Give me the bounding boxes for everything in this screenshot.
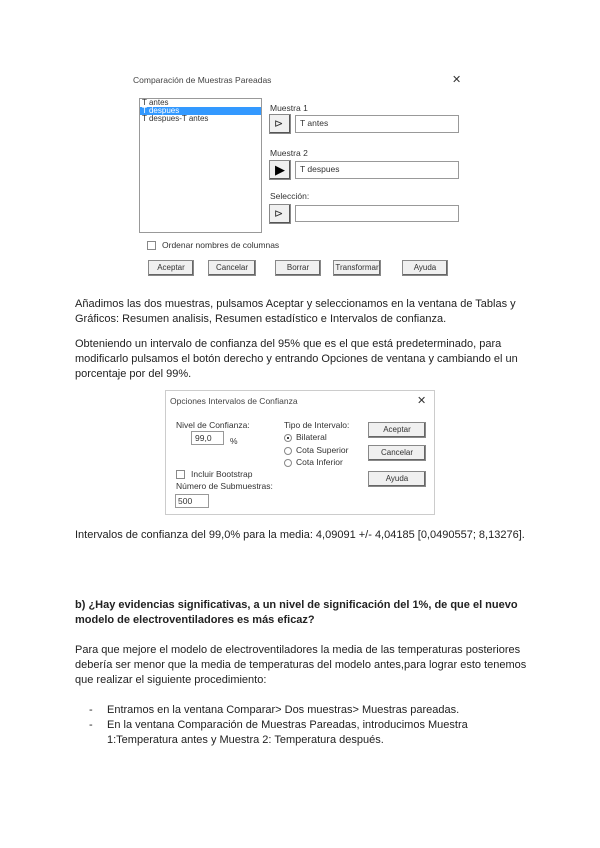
- result-paragraph: Intervalos de confianza del 99,0% para la media: 4,09091 +/- 4,04185 [0,0490557; 8,13276].: [75, 529, 525, 541]
- sort-columns-checkbox[interactable]: Ordenar nombres de columnas: [147, 240, 279, 250]
- variable-list[interactable]: [139, 98, 262, 233]
- seleccion-label: Selección:: [270, 191, 310, 201]
- arrow-right-icon: ⊳: [274, 208, 284, 220]
- list-item[interactable]: T antes: [142, 98, 169, 107]
- radio-bilateral[interactable]: Bilateral: [284, 432, 327, 442]
- submuestras-label: Número de Submuestras:: [176, 481, 273, 491]
- muestra1-label: Muestra 1: [270, 103, 308, 113]
- muestra2-arrow-button[interactable]: [269, 160, 291, 180]
- checkbox[interactable]: [147, 241, 156, 250]
- bootstrap-checkbox[interactable]: Incluir Bootstrap: [176, 469, 252, 479]
- muestra1-input[interactable]: T antes: [295, 115, 459, 133]
- procedure-list: [75, 703, 535, 748]
- close-icon[interactable]: ✕: [417, 395, 427, 407]
- section-heading: b) ¿Hay evidencias significativas, a un nivel de significación del 1%, de que el nuevo modelo de electroventiladores es más eficaz?: [75, 599, 518, 626]
- paragraph: Añadimos las dos muestras, pulsamos Aceptar y seleccionamos en la ventana de Tablas y Gráficos: Resumen analisis, Resumen estadístico e Intervalos de confianza.: [75, 298, 516, 325]
- submuestras-input[interactable]: 500: [175, 494, 209, 508]
- list-item: - Entramos en la ventana Comparar> Dos muestras> Muestras pareadas.: [75, 703, 535, 718]
- paragraph: Para que mejore el modelo de electroventiladores la media de las temperaturas posteriores debería ser menor que la media de temperaturas del modelo antes,para lograr esto tenemos que realizar el siguiente procedimiento:: [75, 644, 527, 686]
- list-item[interactable]: T despues: [140, 107, 261, 115]
- nivel-label: Nivel de Confianza:: [176, 420, 250, 430]
- radio-cota-superior[interactable]: Cota Superior: [284, 445, 348, 455]
- checkbox[interactable]: [176, 470, 185, 479]
- list-item[interactable]: T despues-T antes: [142, 114, 209, 123]
- aceptar-button[interactable]: Aceptar: [368, 422, 426, 438]
- seleccion-arrow-button[interactable]: [269, 204, 291, 224]
- radio[interactable]: [284, 459, 292, 467]
- borrar-button[interactable]: Borrar: [275, 260, 321, 276]
- ayuda-button[interactable]: Ayuda: [402, 260, 448, 276]
- transformar-button[interactable]: Transformar: [333, 260, 381, 276]
- cancelar-button[interactable]: Cancelar: [368, 445, 426, 461]
- percent-label: %: [230, 436, 238, 446]
- ayuda-button[interactable]: Ayuda: [368, 471, 426, 487]
- muestra2-input[interactable]: T despues: [295, 161, 459, 179]
- seleccion-input[interactable]: [295, 205, 459, 222]
- list-item: - En la ventana Comparación de Muestras Pareadas, introducimos Muestra 1:Temperatura antes y Muestra 2: Temperatura después.: [75, 718, 535, 748]
- cancelar-button[interactable]: Cancelar: [208, 260, 256, 276]
- radio[interactable]: [284, 447, 292, 455]
- muestra1-arrow-button[interactable]: [269, 114, 291, 134]
- tipo-label: Tipo de Intervalo:: [284, 420, 350, 430]
- nivel-input[interactable]: 99,0: [191, 431, 224, 445]
- paragraph: Obteniendo un intervalo de confianza del 95% que es el que está predeterminado, para modificarlo pulsamos el botón derecho y entrando Opciones de ventana y cambiando el un porcentaje por del 99%.: [75, 338, 518, 380]
- dialog-title: Comparación de Muestras Pareadas: [133, 75, 272, 85]
- paired-samples-dialog: [130, 70, 470, 280]
- close-icon[interactable]: ✕: [452, 74, 462, 86]
- muestra2-label: Muestra 2: [270, 148, 308, 158]
- arrow-right-icon: ⊳: [274, 118, 284, 130]
- confidence-options-dialog: [165, 390, 435, 515]
- radio[interactable]: [284, 434, 292, 442]
- radio-cota-inferior[interactable]: Cota Inferior: [284, 457, 343, 467]
- aceptar-button[interactable]: Aceptar: [148, 260, 194, 276]
- dialog-title: Opciones Intervalos de Confianza: [170, 396, 298, 406]
- arrow-right-icon: ▶: [275, 162, 285, 177]
